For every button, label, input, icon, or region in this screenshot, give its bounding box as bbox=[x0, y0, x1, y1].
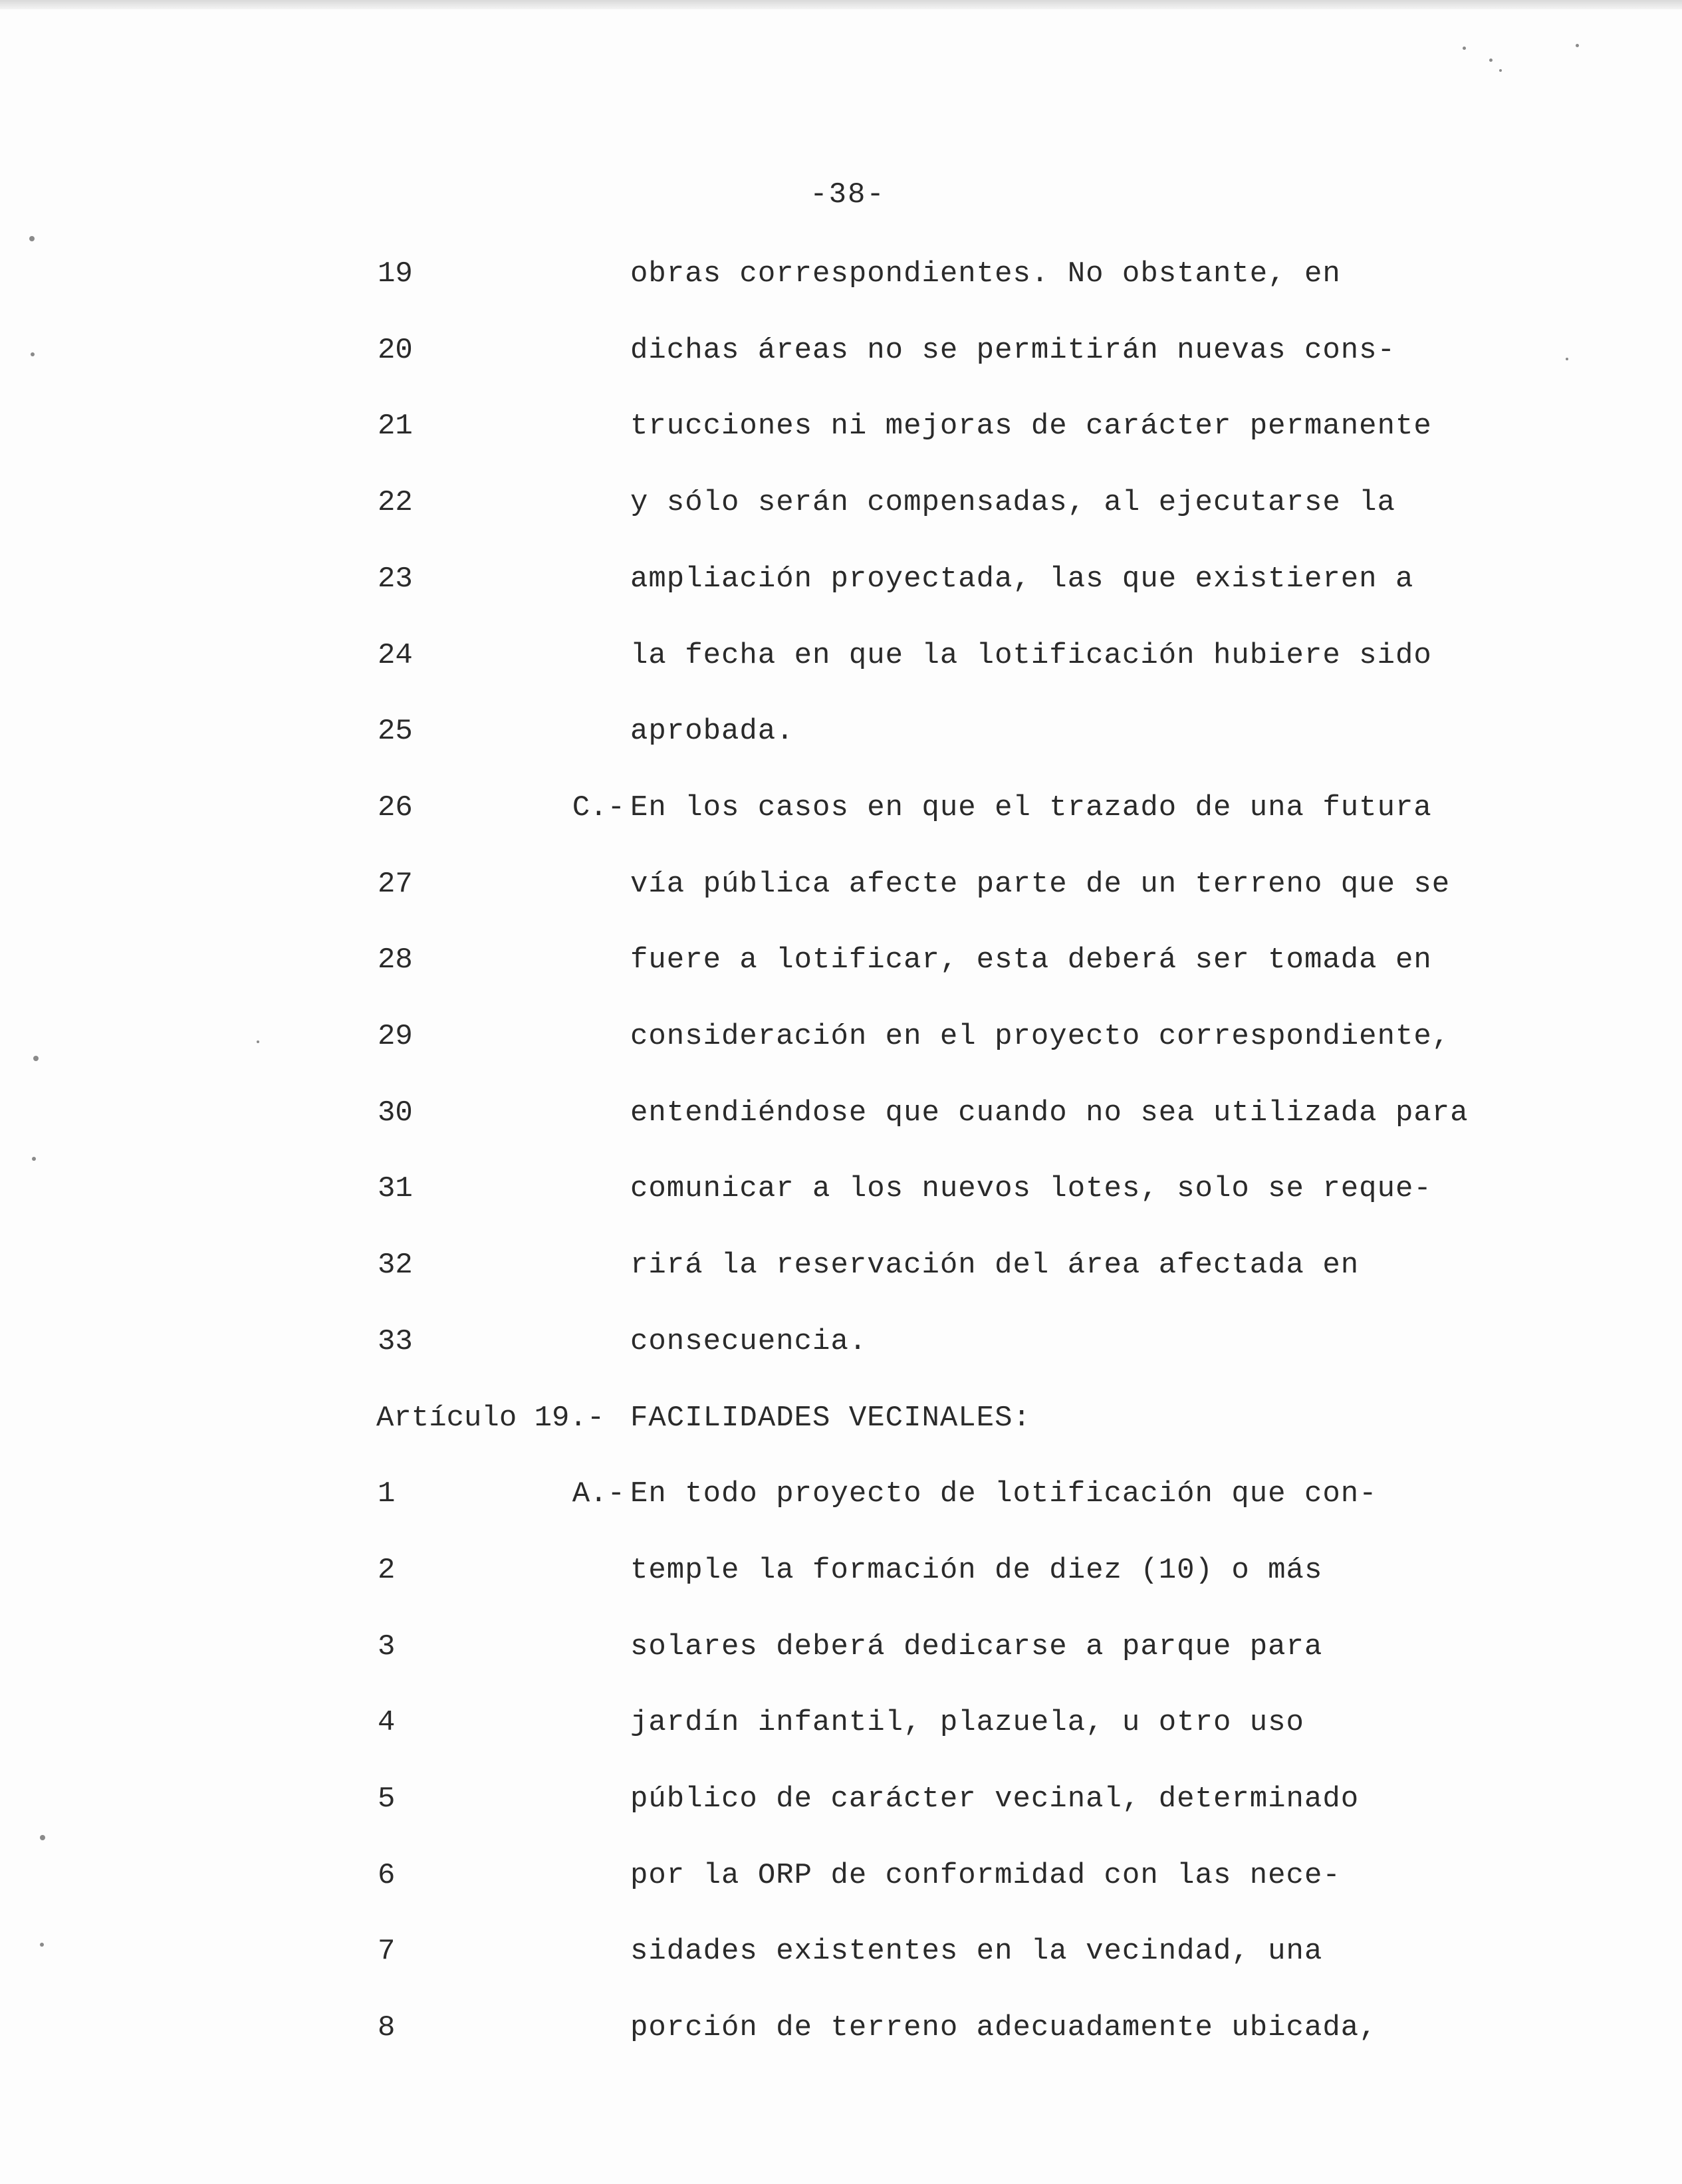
line-text: consecuencia. bbox=[630, 1325, 868, 1358]
article-label: Artículo 19.- bbox=[376, 1401, 605, 1435]
line-number: 23 bbox=[378, 562, 413, 596]
text-line bbox=[0, 1315, 1682, 1368]
text-line bbox=[0, 705, 1682, 758]
line-text: obras correspondientes. No obstante, en bbox=[630, 257, 1341, 291]
line-text: En todo proyecto de lotificación que con- bbox=[630, 1477, 1378, 1511]
text-line bbox=[0, 1925, 1682, 1978]
page-number: -38- bbox=[810, 178, 886, 211]
line-number: 6 bbox=[378, 1859, 396, 1892]
text-line bbox=[0, 1467, 1682, 1520]
line-number: 32 bbox=[378, 1249, 413, 1282]
line-number: 2 bbox=[378, 1554, 396, 1587]
text-line bbox=[0, 1239, 1682, 1292]
text-line bbox=[0, 1544, 1682, 1597]
line-number: 19 bbox=[378, 257, 413, 291]
line-number: 24 bbox=[378, 639, 413, 672]
text-line bbox=[0, 629, 1682, 682]
text-line bbox=[0, 1772, 1682, 1826]
text-line bbox=[0, 1849, 1682, 1902]
text-line bbox=[0, 247, 1682, 301]
margin-speck bbox=[1489, 59, 1493, 62]
text-line bbox=[0, 1620, 1682, 1673]
section-marker: A.- bbox=[572, 1477, 625, 1511]
line-text: temple la formación de diez (10) o más bbox=[630, 1554, 1323, 1587]
margin-speck bbox=[1576, 44, 1579, 47]
line-text: FACILIDADES VECINALES: bbox=[630, 1401, 1031, 1435]
line-number: 21 bbox=[378, 410, 413, 443]
line-text: aprobada. bbox=[630, 715, 794, 748]
line-number: 1 bbox=[378, 1477, 396, 1511]
text-line bbox=[0, 324, 1682, 377]
line-text: rirá la reservación del área afectada en bbox=[630, 1249, 1360, 1282]
line-number: 4 bbox=[378, 1706, 396, 1739]
text-line bbox=[0, 1010, 1682, 1063]
text-line bbox=[0, 1392, 1682, 1445]
line-number: 25 bbox=[378, 715, 413, 748]
margin-speck bbox=[40, 1943, 44, 1947]
line-number: 27 bbox=[378, 868, 413, 901]
scan-top-edge bbox=[0, 0, 1682, 9]
line-number: 29 bbox=[378, 1020, 413, 1053]
line-text: la fecha en que la lotificación hubiere sido bbox=[630, 639, 1432, 672]
line-text: trucciones ni mejoras de carácter permanente bbox=[630, 410, 1432, 443]
line-text: dichas áreas no se permitirán nuevas cons- bbox=[630, 334, 1395, 367]
line-number: 5 bbox=[378, 1782, 396, 1816]
margin-speck bbox=[40, 1835, 45, 1840]
margin-speck bbox=[257, 1040, 259, 1043]
line-text: En los casos en que el trazado de una futura bbox=[630, 791, 1432, 824]
margin-speck bbox=[29, 236, 35, 241]
line-text: público de carácter vecinal, determinado bbox=[630, 1782, 1360, 1816]
line-text: solares deberá dedicarse a parque para bbox=[630, 1630, 1323, 1663]
text-line bbox=[0, 2001, 1682, 2054]
line-text: porción de terreno adecuadamente ubicada, bbox=[630, 2011, 1378, 2044]
line-number: 31 bbox=[378, 1172, 413, 1205]
text-line bbox=[0, 933, 1682, 987]
line-number: 28 bbox=[378, 943, 413, 977]
line-number: 8 bbox=[378, 2011, 396, 2044]
margin-speck bbox=[33, 1056, 39, 1061]
margin-speck bbox=[32, 1157, 36, 1161]
text-line bbox=[0, 1696, 1682, 1749]
section-marker: C.- bbox=[572, 791, 625, 824]
line-text: comunicar a los nuevos lotes, solo se reque- bbox=[630, 1172, 1432, 1205]
text-line bbox=[0, 1086, 1682, 1140]
line-text: sidades existentes en la vecindad, una bbox=[630, 1935, 1323, 1968]
margin-speck bbox=[31, 352, 35, 356]
line-number: 3 bbox=[378, 1630, 396, 1663]
line-text: jardín infantil, plazuela, u otro uso bbox=[630, 1706, 1304, 1739]
line-text: ampliación proyectada, las que existieren a bbox=[630, 562, 1414, 596]
line-text: fuere a lotificar, esta deberá ser tomada en bbox=[630, 943, 1432, 977]
line-number: 33 bbox=[378, 1325, 413, 1358]
line-number: 20 bbox=[378, 334, 413, 367]
line-text: por la ORP de conformidad con las nece- bbox=[630, 1859, 1341, 1892]
line-number: 7 bbox=[378, 1935, 396, 1968]
margin-speck bbox=[1566, 358, 1568, 360]
text-line bbox=[0, 1162, 1682, 1215]
line-text: y sólo serán compensadas, al ejecutarse la bbox=[630, 486, 1395, 519]
margin-speck bbox=[1463, 47, 1466, 50]
text-line bbox=[0, 858, 1682, 911]
text-line bbox=[0, 781, 1682, 834]
margin-speck bbox=[1499, 69, 1502, 72]
line-number: 22 bbox=[378, 486, 413, 519]
line-number: 30 bbox=[378, 1096, 413, 1130]
text-line bbox=[0, 400, 1682, 453]
text-line bbox=[0, 552, 1682, 606]
text-line bbox=[0, 476, 1682, 529]
line-number: 26 bbox=[378, 791, 413, 824]
line-text: vía pública afecte parte de un terreno que se bbox=[630, 868, 1451, 901]
line-text: entendiéndose que cuando no sea utilizada para bbox=[630, 1096, 1469, 1130]
line-text: consideración en el proyecto correspondiente, bbox=[630, 1020, 1451, 1053]
